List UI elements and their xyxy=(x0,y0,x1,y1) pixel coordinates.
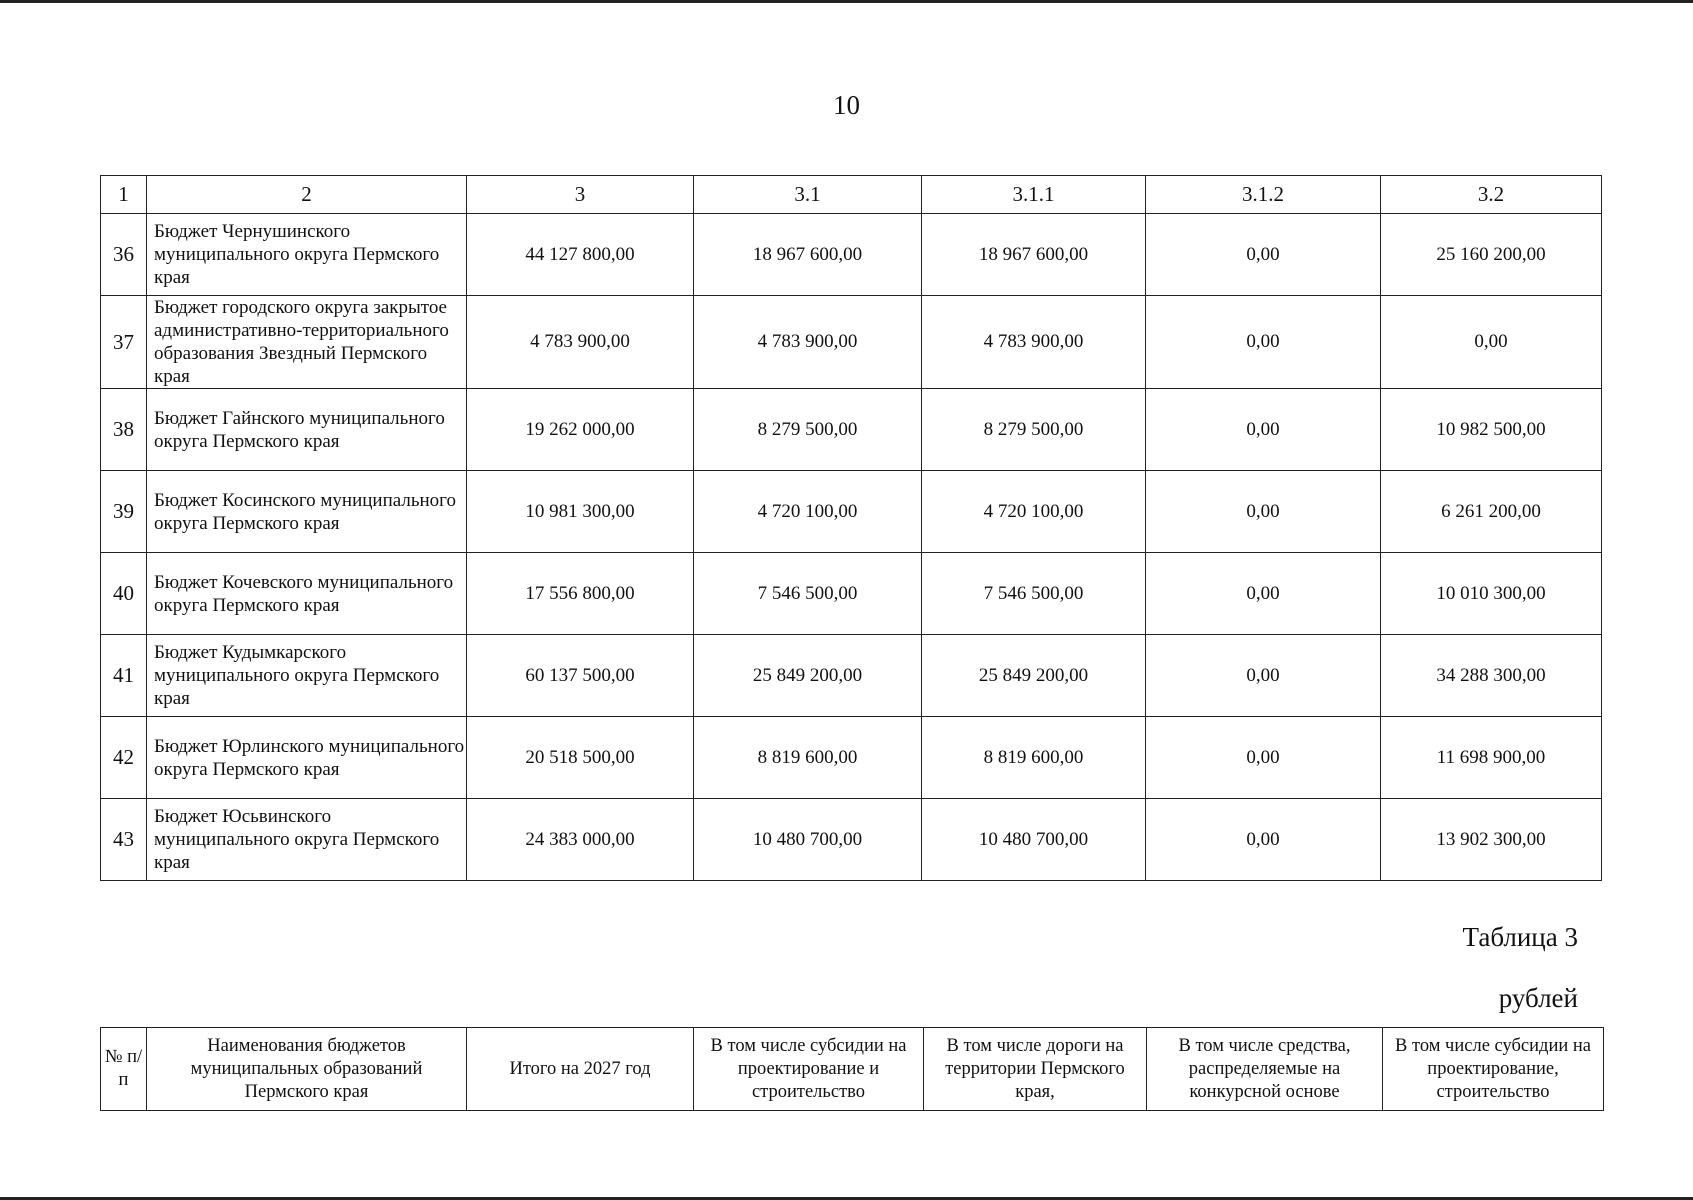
amount-3-1-2: 0,00 xyxy=(1146,214,1381,296)
amount-3-1: 10 480 700,00 xyxy=(694,799,922,881)
amount-3-1-1: 7 546 500,00 xyxy=(922,553,1146,635)
amount-3-2: 25 160 200,00 xyxy=(1381,214,1602,296)
total-amount: 24 383 000,00 xyxy=(467,799,694,881)
column-number: 3 xyxy=(467,176,694,214)
amount-3-2: 10 982 500,00 xyxy=(1381,389,1602,471)
amount-3-1-1: 18 967 600,00 xyxy=(922,214,1146,296)
total-amount: 44 127 800,00 xyxy=(467,214,694,296)
page-number: 10 xyxy=(833,90,860,120)
row-number: 40 xyxy=(101,553,147,635)
table-3-header xyxy=(100,1027,1604,1111)
header-cell-number: № п/п xyxy=(101,1028,147,1111)
budget-name: Бюджет городского округа закрытое административно-территориального образования Звездный Пермского края xyxy=(147,296,467,389)
units-caption: рублей xyxy=(1498,983,1578,1013)
total-amount: 60 137 500,00 xyxy=(467,635,694,717)
amount-3-1: 7 546 500,00 xyxy=(694,553,922,635)
budget-name: Бюджет Кудымкарского муниципального округа Пермского края xyxy=(147,635,467,717)
column-number: 3.1 xyxy=(694,176,922,214)
amount-3-1-1: 10 480 700,00 xyxy=(922,799,1146,881)
amount-3-1-1: 8 279 500,00 xyxy=(922,389,1146,471)
table-row xyxy=(101,799,1602,881)
amount-3-1-1: 25 849 200,00 xyxy=(922,635,1146,717)
row-number: 39 xyxy=(101,471,147,553)
column-number: 3.1.2 xyxy=(1146,176,1381,214)
amount-3-1-2: 0,00 xyxy=(1146,717,1381,799)
amount-3-1-2: 0,00 xyxy=(1146,296,1381,389)
amount-3-1: 8 279 500,00 xyxy=(694,389,922,471)
column-number: 3.2 xyxy=(1381,176,1602,214)
budget-table xyxy=(100,175,1602,881)
header-cell-total: Итого на 2027 год xyxy=(467,1028,694,1111)
row-number: 37 xyxy=(101,296,147,389)
amount-3-1-2: 0,00 xyxy=(1146,389,1381,471)
amount-3-1: 4 783 900,00 xyxy=(694,296,922,389)
table-3-header-row xyxy=(101,1028,1604,1111)
table-row xyxy=(101,296,1602,389)
row-number: 38 xyxy=(101,389,147,471)
amount-3-2: 0,00 xyxy=(1381,296,1602,389)
budget-name: Бюджет Юрлинского муниципального округа Пермского края xyxy=(147,717,467,799)
amount-3-1-2: 0,00 xyxy=(1146,635,1381,717)
header-cell-budget-name: Наименования бюджетов муниципальных образований Пермского края xyxy=(147,1028,467,1111)
column-number: 1 xyxy=(101,176,147,214)
amount-3-2: 11 698 900,00 xyxy=(1381,717,1602,799)
amount-3-1-2: 0,00 xyxy=(1146,471,1381,553)
column-number-row xyxy=(101,176,1602,214)
amount-3-1-1: 4 783 900,00 xyxy=(922,296,1146,389)
amount-3-1-1: 4 720 100,00 xyxy=(922,471,1146,553)
table-row xyxy=(101,389,1602,471)
budget-name: Бюджет Юсьвинского муниципального округа Пермского края xyxy=(147,799,467,881)
amount-3-1: 18 967 600,00 xyxy=(694,214,922,296)
row-number: 41 xyxy=(101,635,147,717)
header-cell-subsidies-construction: В том числе субсидии на проектирование и строительство xyxy=(694,1028,924,1111)
amount-3-1-2: 0,00 xyxy=(1146,799,1381,881)
table-caption: Таблица 3 xyxy=(1462,922,1578,952)
table-row xyxy=(101,471,1602,553)
total-amount: 10 981 300,00 xyxy=(467,471,694,553)
amount-3-1-2: 0,00 xyxy=(1146,553,1381,635)
amount-3-2: 10 010 300,00 xyxy=(1381,553,1602,635)
budget-name: Бюджет Гайнского муниципального округа Пермского края xyxy=(147,389,467,471)
scan-top-edge xyxy=(0,0,1693,3)
total-amount: 20 518 500,00 xyxy=(467,717,694,799)
header-cell-competitive-funds: В том числе средства, распределяемые на конкурсной основе xyxy=(1147,1028,1383,1111)
row-number: 42 xyxy=(101,717,147,799)
column-number: 2 xyxy=(147,176,467,214)
amount-3-2: 6 261 200,00 xyxy=(1381,471,1602,553)
total-amount: 19 262 000,00 xyxy=(467,389,694,471)
row-number: 36 xyxy=(101,214,147,296)
header-cell-roads: В том числе дороги на территории Пермского края, xyxy=(924,1028,1147,1111)
amount-3-1: 4 720 100,00 xyxy=(694,471,922,553)
column-number: 3.1.1 xyxy=(922,176,1146,214)
table-row xyxy=(101,553,1602,635)
header-cell-subsidies-design: В том числе субсидии на проектирование, строительство xyxy=(1383,1028,1604,1111)
budget-name: Бюджет Кочевского муниципального округа Пермского края xyxy=(147,553,467,635)
table-row xyxy=(101,214,1602,296)
budget-name: Бюджет Косинского муниципального округа Пермского края xyxy=(147,471,467,553)
amount-3-1: 25 849 200,00 xyxy=(694,635,922,717)
row-number: 43 xyxy=(101,799,147,881)
amount-3-2: 13 902 300,00 xyxy=(1381,799,1602,881)
budget-name: Бюджет Чернушинского муниципального округа Пермского края xyxy=(147,214,467,296)
amount-3-2: 34 288 300,00 xyxy=(1381,635,1602,717)
total-amount: 4 783 900,00 xyxy=(467,296,694,389)
total-amount: 17 556 800,00 xyxy=(467,553,694,635)
table-row xyxy=(101,635,1602,717)
amount-3-1: 8 819 600,00 xyxy=(694,717,922,799)
amount-3-1-1: 8 819 600,00 xyxy=(922,717,1146,799)
table-row xyxy=(101,717,1602,799)
